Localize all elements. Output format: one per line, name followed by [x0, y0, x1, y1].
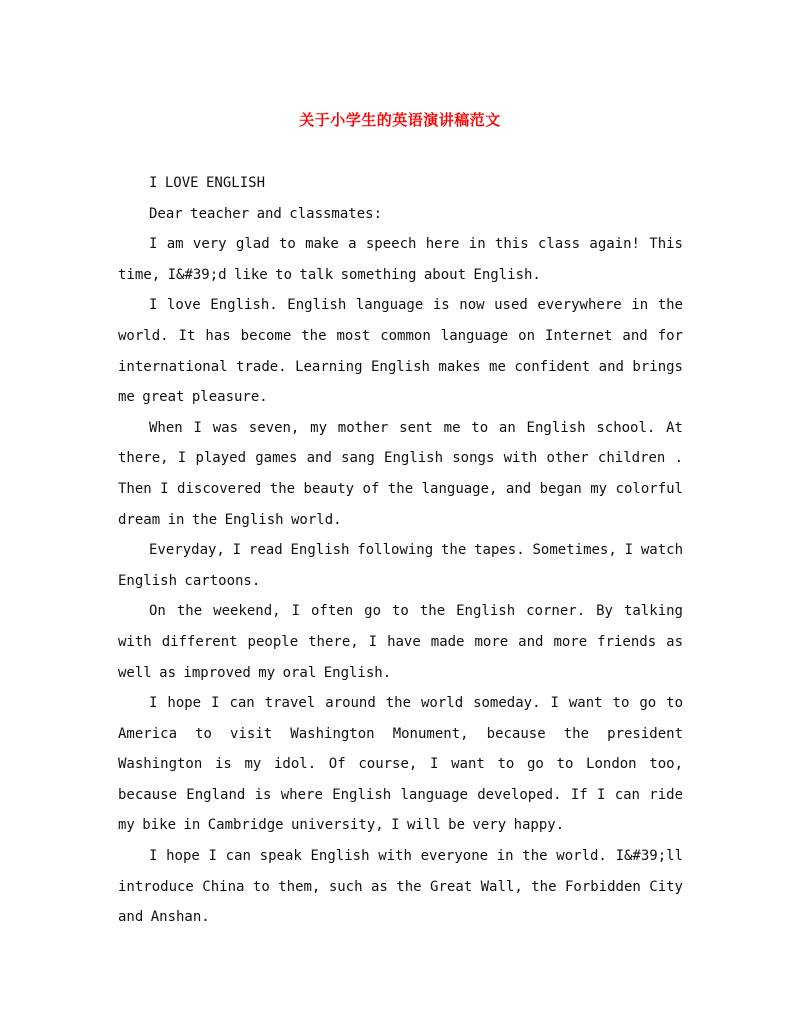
body-paragraph: I am very glad to make a speech here in this class again! This time, I&#39;d like to talk something about English.: [118, 236, 683, 283]
document-title: 关于小学生的英语演讲稿范文: [299, 111, 501, 129]
body-paragraph: Everyday, I read English following the tapes. Sometimes, I watch English cartoons.: [118, 542, 683, 589]
body-paragraph: I hope I can travel around the world someday. I want to go to America to visit Washington Monument, because the president Washington is my idol. Of course, I want to go to London too, because England is where English language developed. If I can ride my bike in Cambridge university, I will be very happy.: [118, 695, 683, 834]
body-paragraph: On the weekend, I often go to the English corner. By talking with different people there, I have made more and more friends as well as improved my oral English.: [118, 603, 683, 681]
document-body: [118, 168, 683, 933]
body-paragraph: I love English. English language is now used everywhere in the world. It has become the most common language on Internet and for international trade. Learning English makes me confident and brings me great pleasure.: [118, 297, 683, 406]
speech-heading: I LOVE ENGLISH: [149, 175, 266, 191]
greeting-paragraph: Dear teacher and classmates:: [149, 205, 383, 222]
body-paragraph: I hope I can speak English with everyone in the world. I&#39;ll introduce China to them, such as the Great Wall, the Forbidden City and Anshan.: [118, 848, 683, 926]
body-paragraph: When I was seven, my mother sent me to an English school. At there, I played games and sang English songs with other children . Then I discovered the beauty of the language, and began my colorful dream in the English world.: [118, 419, 683, 528]
